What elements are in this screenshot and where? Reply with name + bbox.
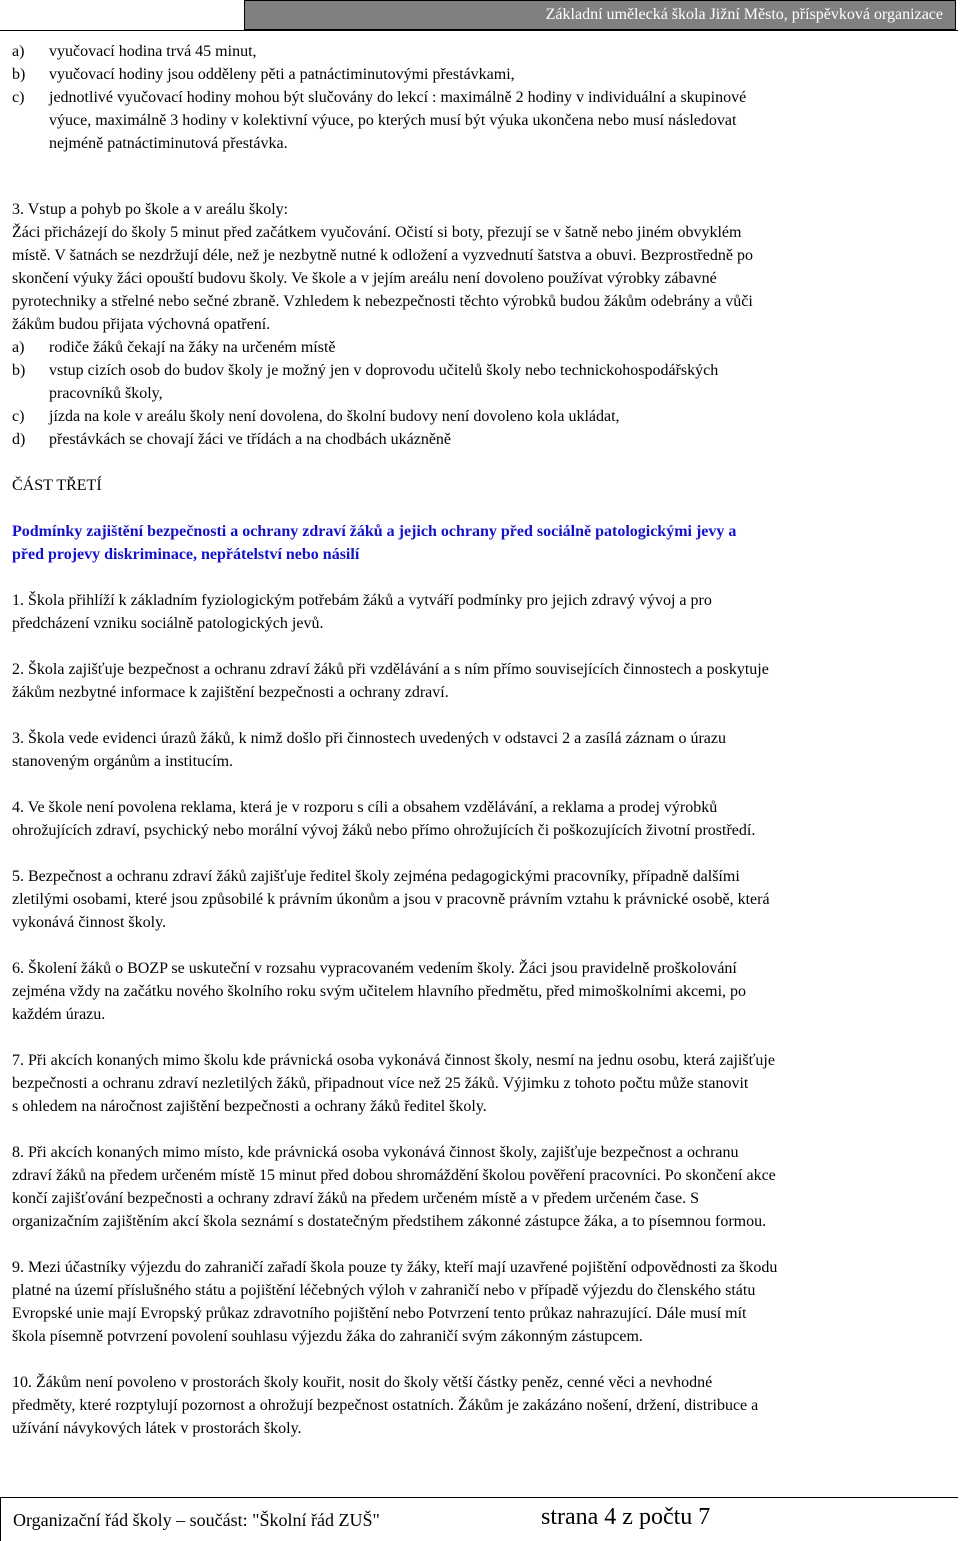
paragraph-7 bbox=[12, 1049, 944, 1118]
text-line: 8. Při akcích konaných mimo místo, kde právnická osoba vykonává činnost školy, zajišťuje bezpečnost a ochranu bbox=[12, 1144, 739, 1161]
text-line: 10. Žákům není povoleno v prostorách školy kouřit, nosit do školy větší částky peněz, cenné věci a nevhodné bbox=[12, 1374, 713, 1391]
list-item bbox=[12, 359, 944, 405]
header-org-name: Základní umělecká škola Jižní Město, příspěvková organizace bbox=[545, 6, 943, 23]
text-line: zletilými osobami, které jsou způsobilé k právním úkonům a jsou v pracovně právním vztahu k právnické osobě, která bbox=[12, 891, 770, 908]
text-line: s ohledem na náročnost zajištění bezpečnosti a ochrany žáků ředitel školy. bbox=[12, 1098, 487, 1115]
text-line: 4. Ve škole není povolena reklama, která je v rozporu s cíli a obsahem vzdělávání, a reklama a prodej výrobků bbox=[12, 799, 718, 816]
paragraph-6 bbox=[12, 957, 944, 1026]
list-item bbox=[12, 86, 944, 155]
text-line: končí zajišťování bezpečnosti a ochrany zdraví žáků na předem určeném místě a v předem určeném čase. S bbox=[12, 1190, 699, 1207]
list-label: c) bbox=[12, 408, 25, 425]
text-line: vykonává činnost školy. bbox=[12, 914, 167, 931]
text-line: žákům budou přijata výchovná opatření. bbox=[12, 316, 271, 333]
text-line: organizačním zajištěním akcí škola seznámí s dostatečným předstihem zákonné zástupce žáka, a to písemnou formou. bbox=[12, 1213, 767, 1230]
blue-heading-line: před projevy diskriminace, nepřátelství nebo násilí bbox=[12, 546, 360, 563]
paragraph-8 bbox=[12, 1141, 944, 1233]
footer-document-title: Organizační řád školy – součást: "Školní řád ZUŠ" bbox=[13, 1510, 380, 1530]
text-line: rodiče žáků čekají na žáky na určeném místě bbox=[49, 339, 336, 356]
footer-page-number: strana 4 z počtu 7 bbox=[541, 1504, 711, 1530]
list-item bbox=[12, 63, 944, 86]
paragraph-2 bbox=[12, 658, 944, 704]
text-line: stanoveným orgánům a institucím. bbox=[12, 753, 234, 770]
text-line: vyučovací hodiny jsou odděleny pěti a patnáctiminutovými přestávkami, bbox=[49, 66, 515, 83]
list-label: c) bbox=[12, 89, 25, 106]
text-line: místě. V šatnách se nezdržují déle, než je nezbytně nutné k odložení a vyzvednutí šatstva a obuvi. Bezprostředně po bbox=[12, 247, 753, 264]
paragraph-10 bbox=[12, 1371, 944, 1440]
list-item bbox=[12, 405, 944, 428]
list-label: a) bbox=[12, 43, 25, 60]
text-line: vyučovací hodina trvá 45 minut, bbox=[49, 43, 257, 60]
part-title: ČÁST TŘETÍ bbox=[12, 477, 102, 494]
text-line: předměty, které rozptylují pozornost a ohrožují bezpečnost ostatních. Žákům je zakázáno nošení, držení, distribuce a bbox=[12, 1397, 759, 1414]
paragraph-1 bbox=[12, 589, 944, 635]
text-line: 7. Při akcích konaných mimo školu kde právnická osoba vykonává činnost školy, nesmí na jednu osobu, která zajišťuje bbox=[12, 1052, 775, 1069]
page-header bbox=[0, 0, 958, 31]
text-line: užívání návykových látek v prostorách školy. bbox=[12, 1420, 302, 1437]
list-label: a) bbox=[12, 339, 25, 356]
list-item bbox=[12, 428, 944, 451]
list-label: b) bbox=[12, 362, 26, 379]
text-line: zdraví žáků na předem určeném místě 15 minut před dobou shromáždění školou pověření pracovníci. Po skončení akce bbox=[12, 1167, 776, 1184]
list-item bbox=[12, 336, 944, 359]
text-line: každém úrazu. bbox=[12, 1006, 106, 1023]
page-footer bbox=[0, 1497, 958, 1541]
text-line: přestávkách se chovají žáci ve třídách a na chodbách ukázněně bbox=[49, 431, 452, 448]
text-line: výuce, maximálně 3 hodiny v kolektivní výuce, po kterých musí být výuka ukončena nebo musí následovat bbox=[49, 112, 737, 129]
paragraph-4 bbox=[12, 796, 944, 842]
text-line: 5. Bezpečnost a ochranu zdraví žáků zajišťuje ředitel školy zejména pedagogickými pracovníky, případně dalšími bbox=[12, 868, 740, 885]
document-body bbox=[12, 40, 944, 1440]
list-item bbox=[12, 40, 944, 63]
text-line: 2. Škola zajišťuje bezpečnost a ochranu zdraví žáků při vzdělávání a s ním přímo souvisejících činnostech a poskytuje bbox=[12, 661, 769, 678]
text-line: zejména vždy na začátku nového školního roku svým učitelem hlavního předmětu, před mimoškolními akcemi, po bbox=[12, 983, 747, 1000]
list-label: b) bbox=[12, 66, 26, 83]
header-org-box bbox=[244, 0, 956, 30]
paragraph-9 bbox=[12, 1256, 944, 1348]
blue-heading-line: Podmínky zajištění bezpečnosti a ochrany zdraví žáků a jejich ochrany před sociálně patologickými jevy a bbox=[12, 523, 737, 540]
list-label: d) bbox=[12, 431, 26, 448]
text-line: jízda na kole v areálu školy není dovolena, do školní budovy není dovoleno kola ukládat, bbox=[49, 408, 620, 425]
text-line: 3. Škola vede evidenci úrazů žáků, k nimž došlo při činnostech uvedených v odstavci 2 a zasílá záznam o úrazu bbox=[12, 730, 726, 747]
paragraph-3 bbox=[12, 727, 944, 773]
text-line: jednotlivé vyučovací hodiny mohou být slučovány do lekcí : maximálně 2 hodiny v individuální a skupinové bbox=[49, 89, 747, 106]
text-line: 6. Školení žáků o BOZP se uskuteční v rozsahu vypracovaném vedením školy. Žáci jsou pravidelně proškolování bbox=[12, 960, 737, 977]
text-line: Evropské unie mají Evropský průkaz zdravotního pojištění nebo Potvrzení tento průkaz nahrazující. Dále musí mít bbox=[12, 1305, 747, 1322]
text-line: Žáci přicházejí do školy 5 minut před začátkem vyučování. Očistí si boty, přezují se v šatně nebo jiném obvyklém bbox=[12, 224, 742, 241]
text-line: ohrožujících zdraví, psychický nebo morální vývoj žáků nebo přímo ohrožujících či poškozujících životní prostředí. bbox=[12, 822, 756, 839]
text-line: pyrotechniky a střelné nebo sečné zbraně. Vzhledem k nebezpečnosti těchto výrobků budou žákům odebrány a vůči bbox=[12, 293, 753, 310]
text-line: bezpečnosti a ochranu zdraví nezletilých žáků, připadnout více než 25 žáků. Výjimku z tohoto počtu může stanovit bbox=[12, 1075, 749, 1092]
text-line: platné na území příslušného státu a pojištění léčebných výloh v zahraničí nebo v případě výjezdu do členského státu bbox=[12, 1282, 756, 1299]
text-line: vstup cizích osob do budov školy je možný jen v doprovodu učitelů školy nebo technickohospodářských bbox=[49, 362, 719, 379]
text-line: pracovníků školy, bbox=[49, 385, 163, 402]
text-line: 1. Škola přihlíží k základním fyziologickým potřebám žáků a vytváří podmínky pro jejich zdravý vývoj a pro bbox=[12, 592, 712, 609]
text-line: žákům nezbytné informace k zajištění bezpečnosti a ochrany zdraví. bbox=[12, 684, 449, 701]
text-line: skončení výuky žáci opouští budovu školy. Ve škole a v jejím areálu není dovoleno používat výrobky zábavné bbox=[12, 270, 717, 287]
section-title: 3. Vstup a pohyb po škole a v areálu školy: bbox=[12, 201, 289, 218]
text-line: škola písemně potvrzení povolení souhlasu výjezdu žáka do zahraničí svým zákonným zástupcem. bbox=[12, 1328, 643, 1345]
paragraph-5 bbox=[12, 865, 944, 934]
text-line: předcházení vzniku sociálně patologických jevů. bbox=[12, 615, 324, 632]
text-line: nejméně patnáctiminutová přestávka. bbox=[49, 135, 288, 152]
text-line: 9. Mezi účastníky výjezdu do zahraničí zařadí škola pouze ty žáky, kteří mají uzavřené pojištění odpovědnosti za škodu bbox=[12, 1259, 778, 1276]
